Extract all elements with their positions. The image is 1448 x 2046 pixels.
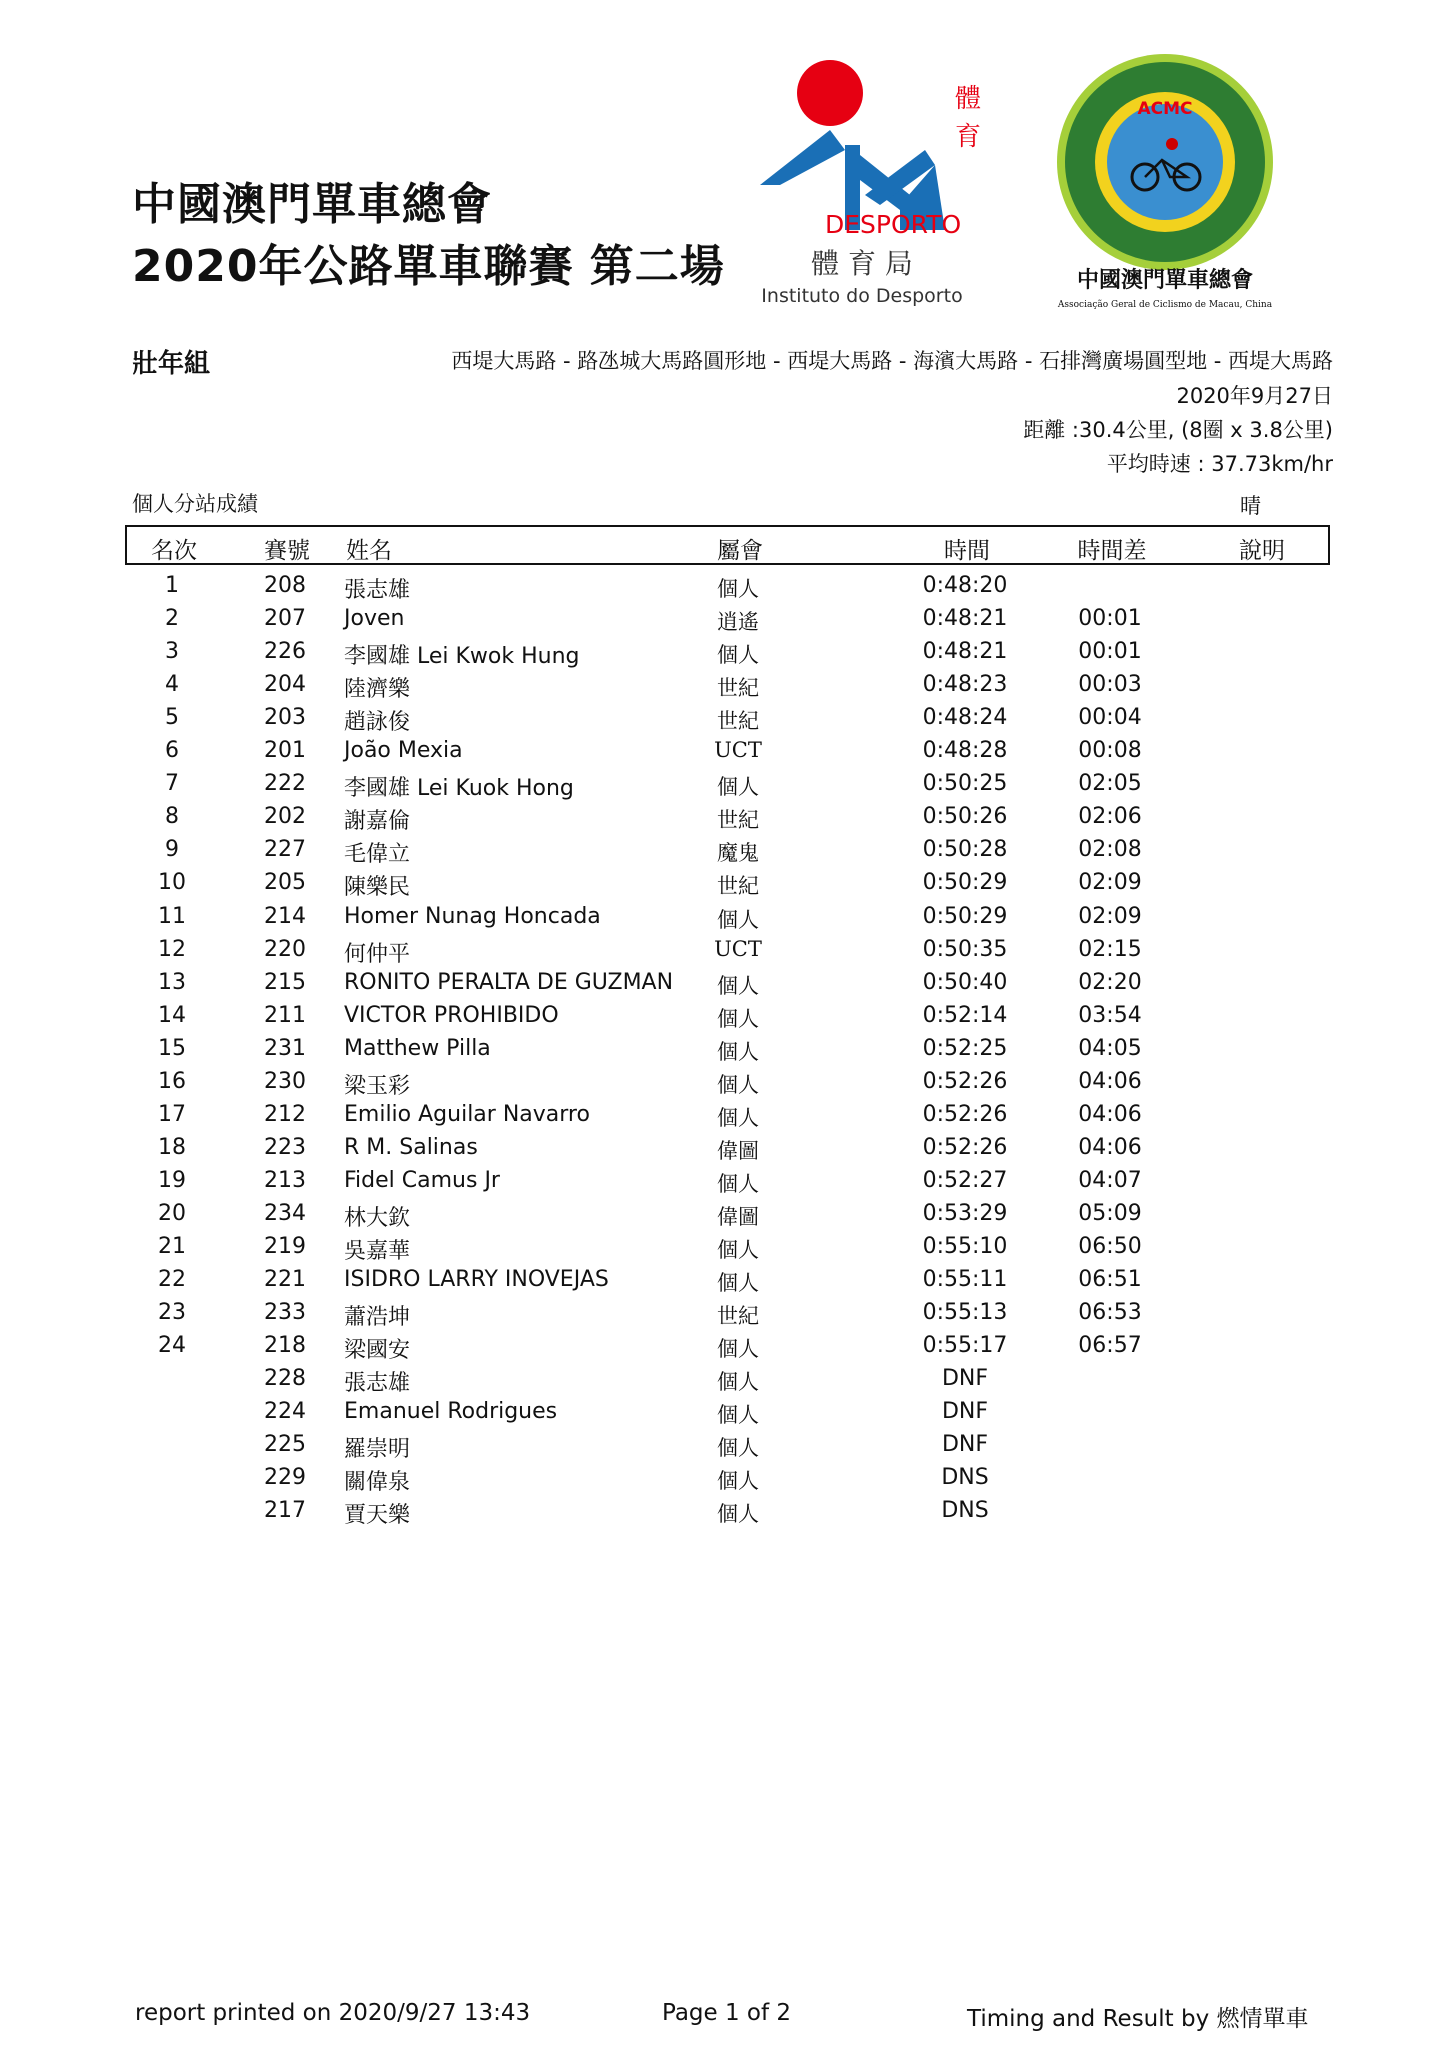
cell-club: 偉圖 [717, 1204, 759, 1229]
cell-time: 0:50:29 [922, 903, 1008, 929]
table-row [0, 801, 1448, 834]
cell-club: 個人 [717, 1469, 759, 1494]
page-number: Page 1 of 2 [662, 2000, 792, 2026]
cell-gap: 06:51 [1078, 1267, 1142, 1293]
table-row [0, 1132, 1448, 1165]
header-gap: 時間差 [1077, 538, 1147, 564]
table-row [0, 1231, 1448, 1264]
cell-club: UCT [714, 936, 762, 961]
cell-club: 偉圖 [717, 1138, 759, 1163]
cell-club: 個人 [717, 1271, 759, 1296]
cell-bib: 225 [264, 1432, 306, 1458]
cell-bib: 212 [264, 1101, 306, 1127]
cell-time: DNS [941, 1465, 989, 1491]
acmc-name-pt: Associação Geral de Ciclismo de Macau, China [1057, 300, 1273, 310]
cell-rank: 24 [158, 1333, 186, 1359]
cell-rank: 3 [165, 639, 179, 665]
cell-bib: 205 [264, 870, 306, 896]
cell-club: 世紀 [717, 1304, 759, 1329]
table-row [0, 1330, 1448, 1363]
cell-name: Fidel Camus Jr [344, 1167, 500, 1193]
page-title: 中國澳門單車總會 [132, 179, 492, 230]
cell-bib: 224 [264, 1399, 306, 1425]
table-row [0, 603, 1448, 636]
cell-time: DNS [941, 1498, 989, 1524]
cell-gap: 04:06 [1078, 1101, 1142, 1127]
table-row [0, 834, 1448, 867]
cell-gap: 00:03 [1078, 672, 1142, 698]
cell-time: 0:50:25 [922, 771, 1008, 797]
acmc-logo [1040, 52, 1290, 312]
cell-bib: 218 [264, 1333, 306, 1359]
cell-time: 0:55:13 [922, 1300, 1008, 1326]
cell-time: 0:50:29 [922, 870, 1008, 896]
table-row [0, 1363, 1448, 1396]
cell-gap: 02:09 [1078, 870, 1142, 896]
table-row [0, 735, 1448, 768]
cell-time: 0:55:10 [922, 1234, 1008, 1259]
cell-time: 0:48:24 [922, 705, 1008, 731]
cell-time: 0:50:35 [922, 936, 1008, 962]
cell-bib: 213 [264, 1167, 306, 1193]
cell-bib: 233 [264, 1300, 306, 1326]
table-row [0, 702, 1448, 735]
cell-name: 陸濟樂 [344, 677, 411, 703]
cell-name: 張志雄 [344, 578, 411, 603]
cell-bib: 223 [264, 1134, 306, 1160]
cell-rank: 17 [158, 1101, 186, 1127]
cell-rank: 12 [158, 936, 186, 962]
header-rank: 名次 [151, 538, 197, 564]
cell-rank: 21 [158, 1234, 186, 1259]
cell-bib: 211 [264, 1002, 306, 1028]
cell-bib: 231 [264, 1035, 306, 1061]
header-bib: 賽號 [264, 538, 310, 564]
cell-club: 個人 [717, 1105, 759, 1130]
cell-club: 世紀 [717, 709, 759, 734]
ido-name-pt: Instituto do Desporto [761, 285, 963, 307]
cell-time: 0:52:26 [922, 1134, 1008, 1160]
cell-bib: 207 [264, 606, 306, 632]
cell-rank: 18 [158, 1134, 186, 1160]
cell-name: 毛偉立 [344, 842, 411, 868]
table-row [0, 1033, 1448, 1066]
table-row [0, 1264, 1448, 1297]
cell-rank: 9 [165, 837, 179, 863]
table-row [0, 1066, 1448, 1099]
cell-name: 羅崇明 [344, 1437, 411, 1463]
cell-bib: 230 [264, 1068, 306, 1094]
cell-name: ISIDRO LARRY INOVEJAS [344, 1267, 609, 1293]
cell-time: 0:50:28 [922, 837, 1008, 863]
cell-bib: 217 [264, 1498, 306, 1524]
cell-time: 0:53:29 [922, 1200, 1008, 1226]
cell-gap: 00:01 [1078, 639, 1142, 665]
cell-time: DNF [941, 1399, 989, 1425]
cell-club: 世紀 [717, 676, 759, 701]
cell-gap: 06:53 [1078, 1300, 1142, 1326]
cell-bib: 220 [264, 936, 306, 962]
cell-gap: 06:57 [1078, 1333, 1142, 1359]
cell-name: 關偉泉 [344, 1470, 411, 1496]
cell-time: 0:48:20 [922, 573, 1008, 598]
page-subtitle: 2020年公路單車聯賽 第二場 [132, 241, 725, 292]
cell-name: Joven [344, 606, 405, 632]
header-time: 時間 [944, 538, 990, 564]
cell-name: 賈天樂 [344, 1503, 411, 1529]
cell-time: 0:52:14 [922, 1002, 1008, 1028]
cell-time: 0:48:21 [922, 639, 1008, 665]
cell-bib: 234 [264, 1200, 306, 1226]
cell-gap: 02:06 [1078, 804, 1142, 830]
cell-club: 世紀 [717, 874, 759, 899]
cell-gap: 02:05 [1078, 771, 1142, 797]
cell-time: 0:50:40 [922, 969, 1008, 995]
cell-name: R M. Salinas [344, 1134, 478, 1160]
cell-bib: 214 [264, 903, 306, 929]
cell-gap: 00:08 [1078, 738, 1142, 764]
acmc-abbr: ACMC [1137, 99, 1193, 119]
cell-bib: 201 [264, 738, 306, 764]
event-date: 2020年9月27日 [1176, 384, 1333, 408]
table-row [0, 768, 1448, 801]
cell-time: 0:55:17 [922, 1333, 1008, 1359]
cell-rank: 15 [158, 1035, 186, 1061]
cell-time: 0:55:11 [922, 1267, 1008, 1293]
cell-rank: 5 [165, 705, 179, 731]
cell-name: 謝嘉倫 [344, 809, 411, 835]
cell-name: 吳嘉華 [344, 1239, 411, 1264]
weather-label: 晴 [1240, 494, 1261, 518]
cell-time: 0:52:25 [922, 1035, 1008, 1061]
cell-time: 0:52:26 [922, 1101, 1008, 1127]
cell-rank: 13 [158, 969, 186, 995]
ido-glyph-bottom: 育 [955, 122, 982, 152]
cell-club: 個人 [717, 1370, 759, 1395]
cell-club: 個人 [717, 1502, 759, 1527]
table-row [0, 934, 1448, 967]
cell-bib: 219 [264, 1234, 306, 1259]
cell-rank: 22 [158, 1267, 186, 1293]
cell-rank: 23 [158, 1300, 186, 1326]
table-row [0, 1099, 1448, 1132]
cell-club: 個人 [717, 1337, 759, 1362]
cell-bib: 229 [264, 1465, 306, 1491]
cell-gap: 04:05 [1078, 1035, 1142, 1061]
table-row [0, 1495, 1448, 1528]
cell-rank: 14 [158, 1002, 186, 1028]
table-row [0, 867, 1448, 900]
cell-gap: 06:50 [1078, 1234, 1142, 1259]
cell-name: 李國雄 Lei Kwok Hung [344, 644, 580, 670]
cell-name: 蕭浩坤 [344, 1305, 411, 1331]
cell-time: 0:52:26 [922, 1068, 1008, 1094]
cell-club: 個人 [717, 1171, 759, 1196]
cell-rank: 2 [165, 606, 179, 632]
header-name: 姓名 [346, 538, 392, 564]
table-row [0, 901, 1448, 934]
category-label: 壯年組 [132, 349, 211, 379]
cell-time: 0:48:28 [922, 738, 1008, 764]
cell-name: Emanuel Rodrigues [344, 1399, 558, 1425]
cell-club: 個人 [717, 577, 759, 601]
cell-club: 個人 [717, 1072, 759, 1097]
cell-gap: 00:04 [1078, 705, 1142, 731]
cell-club: 逍遙 [717, 610, 759, 635]
cell-gap: 05:09 [1078, 1200, 1142, 1226]
table-row [0, 636, 1448, 669]
cell-club: 世紀 [717, 808, 759, 833]
cell-name: Homer Nunag Honcada [344, 903, 601, 929]
printed-timestamp: report printed on 2020/9/27 13:43 [135, 2000, 531, 2026]
cell-bib: 228 [264, 1366, 306, 1392]
cell-rank: 6 [165, 738, 179, 764]
cell-bib: 208 [264, 573, 306, 598]
cell-club: 個人 [717, 1238, 759, 1262]
cell-name: VICTOR PROHIBIDO [344, 1002, 559, 1028]
cell-name: João Mexia [344, 738, 463, 764]
cell-rank: 16 [158, 1068, 186, 1094]
cell-gap: 02:08 [1078, 837, 1142, 863]
cell-club: 個人 [717, 1436, 759, 1461]
cell-name: 李國雄 Lei Kuok Hong [344, 776, 574, 802]
table-row [0, 1000, 1448, 1033]
table-row [0, 669, 1448, 702]
cell-name: 陳樂民 [344, 875, 411, 901]
cell-bib: 202 [264, 804, 306, 830]
cell-time: 0:48:21 [922, 606, 1008, 632]
cell-name: 何仲平 [344, 941, 411, 967]
timing-provider: 燃情單車 [1216, 2006, 1309, 2032]
cell-name: 張志雄 [344, 1371, 411, 1397]
ido-emblem-icon [750, 55, 990, 315]
cell-bib: 222 [264, 771, 306, 797]
cell-name: Emilio Aguilar Navarro [344, 1101, 590, 1127]
cell-club: 個人 [717, 1039, 759, 1064]
table-row [0, 570, 1448, 603]
acmc-name-zh: 中國澳門單車總會 [1076, 267, 1254, 293]
cell-gap: 00:01 [1078, 606, 1142, 632]
cell-gap: 04:06 [1078, 1134, 1142, 1160]
cell-time: DNF [941, 1366, 989, 1392]
table-row [0, 1165, 1448, 1198]
cell-club: 魔鬼 [717, 841, 759, 866]
cell-time: 0:48:23 [922, 672, 1008, 698]
cell-club: 個人 [717, 1403, 759, 1428]
results-table-header [125, 525, 1330, 565]
ido-logo [750, 55, 990, 315]
table-row [0, 1396, 1448, 1429]
ido-brand: DESPORTO [825, 210, 962, 239]
route-text: 西堤大馬路 - 路氹城大馬路圓形地 - 西堤大馬路 - 海濱大馬路 - 石排灣廣場圓型地 - 西堤大馬路 [451, 349, 1333, 373]
cell-gap: 04:07 [1078, 1167, 1142, 1193]
cell-bib: 215 [264, 969, 306, 995]
cell-club: 個人 [717, 775, 759, 800]
timing-credit [967, 2000, 1309, 2033]
cell-name: 梁國安 [344, 1338, 411, 1364]
cell-club: UCT [714, 738, 762, 763]
cell-rank: 8 [165, 804, 179, 830]
cell-name: 梁玉彩 [344, 1073, 411, 1099]
cell-name: 林大欽 [344, 1205, 411, 1231]
avg-speed-text: 平均時速 : 37.73km/hr [1106, 452, 1333, 476]
cell-bib: 227 [264, 837, 306, 863]
distance-text: 距離 :30.4公里, (8圈 x 3.8公里) [1023, 418, 1333, 442]
cell-time: 0:50:26 [922, 804, 1008, 830]
cell-name: 趙詠俊 [344, 710, 411, 736]
header-club: 屬會 [717, 538, 763, 564]
cell-club: 個人 [717, 973, 759, 998]
cell-time: 0:52:27 [922, 1167, 1008, 1193]
cell-bib: 203 [264, 705, 306, 731]
cell-gap: 02:15 [1078, 936, 1142, 962]
cell-gap: 04:06 [1078, 1068, 1142, 1094]
table-row [0, 1429, 1448, 1462]
cell-gap: 02:09 [1078, 903, 1142, 929]
cell-gap: 02:20 [1078, 969, 1142, 995]
cell-name: Matthew Pilla [344, 1035, 491, 1061]
cell-bib: 221 [264, 1267, 306, 1293]
cell-bib: 226 [264, 639, 306, 665]
cell-bib: 204 [264, 672, 306, 698]
acmc-emblem-icon [1040, 52, 1290, 312]
header-note: 說明 [1239, 538, 1285, 564]
cell-club: 個人 [717, 907, 759, 932]
ido-glyph-top: 體 [955, 84, 982, 114]
cell-rank: 7 [165, 771, 179, 797]
cell-club: 個人 [717, 643, 759, 668]
cell-club: 個人 [717, 1006, 759, 1031]
cell-rank: 4 [165, 672, 179, 698]
cell-gap: 03:54 [1078, 1002, 1142, 1028]
results-title: 個人分站成績 [132, 492, 258, 516]
ido-name-zh: 體 育 局 [811, 247, 913, 280]
timing-label: Timing and Result by [967, 2006, 1217, 2032]
cell-rank: 19 [158, 1167, 186, 1193]
cell-rank: 11 [158, 903, 186, 929]
table-row [0, 1462, 1448, 1495]
cell-rank: 20 [158, 1200, 186, 1226]
cell-time: DNF [941, 1432, 989, 1458]
table-row [0, 1198, 1448, 1231]
table-row [0, 1297, 1448, 1330]
table-row [0, 967, 1448, 1000]
cell-rank: 1 [165, 573, 179, 598]
cell-rank: 10 [158, 870, 186, 896]
cell-name: RONITO PERALTA DE GUZMAN [344, 969, 674, 995]
